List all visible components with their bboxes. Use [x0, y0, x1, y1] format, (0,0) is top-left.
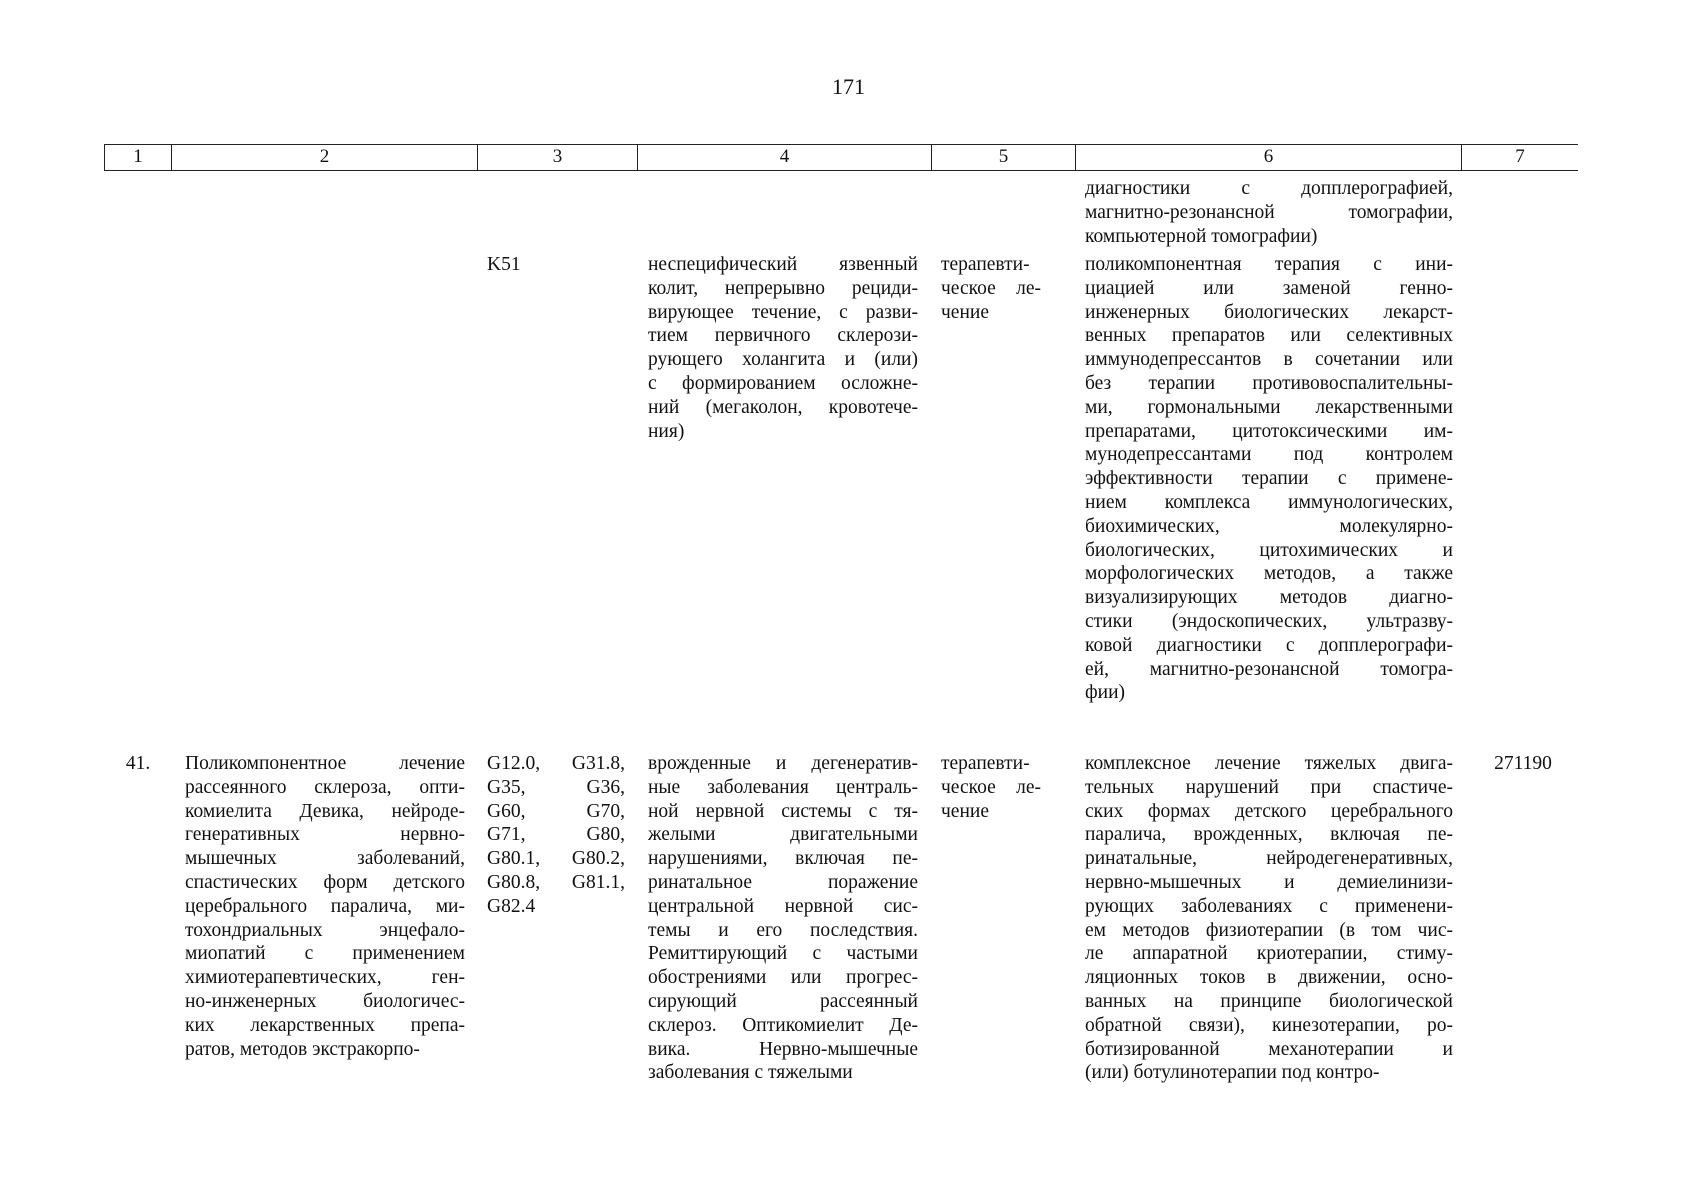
text-line: склероз. Оптикомиелит Де- [648, 1014, 918, 1036]
text-line: G80.1, G80.2, [487, 848, 625, 870]
text-line: терапевти- [941, 254, 1030, 275]
text-line: ний (мегаколон, кровотече- [648, 396, 918, 418]
text-line: мунодепрессантами под контролем [1085, 444, 1453, 466]
text-line: рассеянного склероза, опти- [185, 776, 465, 798]
text-line: компьютерной томографии) [1085, 225, 1318, 247]
text-line: G12.0, G31.8, [487, 753, 625, 774]
text-line: ких лекарственных препа- [185, 1014, 465, 1036]
text-line: обратной связи), кинезотерапии, ро- [1085, 1014, 1453, 1036]
text-line: ей, магнитно-резонансной томогра- [1085, 658, 1453, 680]
column-number-header [104, 144, 1578, 171]
text-line: иммунодепрессантов в сочетании или [1085, 349, 1453, 371]
text-line: G82.4 [487, 895, 536, 917]
text-line: ринатальные, нейродегенеративных, [1085, 848, 1453, 870]
column-number-7: 7 [1515, 146, 1525, 167]
text-line: ринатальное поражение [648, 871, 918, 893]
text-line: вирующее течение, с разви- [648, 301, 918, 323]
row-41-patient-model [648, 752, 918, 1085]
text-line: сирующий рассеянный [648, 990, 918, 1012]
text-line: чение [941, 800, 989, 822]
k51-treatment-type [941, 253, 1041, 324]
text-line: G35, G36, [487, 776, 625, 798]
text-line: биохимических, молекулярно- [1085, 515, 1453, 537]
page-number: 171 [832, 74, 865, 99]
text-line: ванных на принципе биологической [1085, 990, 1453, 1012]
text-line: венных препаратов или селективных [1085, 325, 1453, 347]
text-line: врожденные и дегенератив- [648, 753, 918, 774]
text-line: ле аппаратной криотерапии, стиму- [1085, 943, 1453, 965]
k51-patient-model [648, 253, 918, 443]
column-number-2: 2 [172, 145, 478, 170]
text-line: паралича, врожденных, включая пе- [1085, 824, 1453, 846]
text-line: вика. Нервно-мышечные [648, 1038, 918, 1060]
k51-diagnosis-code: K51 [487, 254, 521, 275]
text-line: заболевания с тяжелыми [648, 1062, 853, 1084]
text-line: чение [941, 301, 989, 323]
text-line: (или) ботулинотерапии под контро- [1085, 1062, 1380, 1084]
text-line: тием первичного склерози- [648, 325, 918, 347]
text-line: центральной нервной сис- [648, 895, 918, 917]
text-line: нарушениями, включая пе- [648, 848, 918, 870]
text-line: химиотерапевтических, ген- [185, 967, 465, 989]
text-line: комиелита Девика, нейроде- [185, 800, 465, 822]
text-line: ми, гормональными лекарственными [1085, 396, 1453, 418]
text-line: фии) [1085, 682, 1125, 704]
text-line: обострениями или прогрес- [648, 967, 918, 989]
text-line: диагностики с допплерографией, [1085, 178, 1453, 199]
row-41-cost: 271190 [1494, 753, 1552, 774]
continuation-method-text [1085, 177, 1453, 248]
text-line: морфологических методов, а также [1085, 563, 1453, 585]
text-line: ческое ле- [941, 776, 1041, 798]
row-41-care-name [185, 752, 465, 1061]
text-line: желыми двигательными [648, 824, 918, 846]
text-line: тельных нарушений при спастиче- [1085, 776, 1453, 798]
text-line: препаратами, цитотоксическими им- [1085, 420, 1453, 442]
text-line: рующих заболеваниях с применени- [1085, 895, 1453, 917]
text-line: ляционных токов в движении, осно- [1085, 967, 1453, 989]
text-line: терапевти- [941, 753, 1030, 774]
text-line: ратов, методов экстракорпо- [185, 1038, 420, 1060]
text-line: ковой диагностики с допплерографи- [1085, 634, 1453, 656]
text-line: G71, G80, [487, 824, 625, 846]
column-number-4: 4 [638, 145, 932, 170]
text-line: нервно-мышечных и демиелинизи- [1085, 871, 1453, 893]
row-41-treatment-method [1085, 752, 1453, 1085]
text-line: циацией или заменой генно- [1085, 277, 1453, 299]
column-number-1: 1 [104, 145, 172, 170]
text-line: G60, G70, [487, 800, 625, 822]
text-line: ния) [648, 420, 685, 442]
text-line: ческое ле- [941, 277, 1041, 299]
text-line: церебрального паралича, ми- [185, 895, 465, 917]
text-line: ских формах детского церебрального [1085, 800, 1453, 822]
column-number-5: 5 [932, 145, 1076, 170]
column-number-6: 6 [1076, 145, 1462, 170]
text-line: ем методов физиотерапии (в том чис- [1085, 919, 1453, 941]
text-line: комплексное лечение тяжелых двига- [1085, 753, 1453, 774]
text-line: мышечных заболеваний, [185, 848, 465, 870]
text-line: нием комплекса иммунологических, [1085, 491, 1453, 513]
text-line: магнитно-резонансной томографии, [1085, 201, 1453, 223]
text-line: биологических, цитохимических и [1085, 539, 1453, 561]
text-line: тохондриальных энцефало- [185, 919, 465, 941]
text-line: G80.8, G81.1, [487, 871, 625, 893]
text-line: инженерных биологических лекарст- [1085, 301, 1453, 323]
text-line: стики (эндоскопических, ультразву- [1085, 610, 1453, 632]
text-line: генеративных нервно- [185, 824, 465, 846]
text-line: рующего холангита и (или) [648, 349, 918, 371]
text-line: эффективности терапии с примене- [1085, 468, 1453, 490]
text-line: спастических форм детского [185, 871, 465, 893]
text-line: неспецифический язвенный [648, 254, 918, 275]
text-line: поликомпонентная терапия с ини- [1085, 254, 1453, 275]
row-41-diagnosis-codes [487, 752, 625, 919]
text-line: темы и его последствия. [648, 919, 918, 941]
text-line: ные заболевания централь- [648, 776, 918, 798]
text-line: Ремиттирующий с частыми [648, 943, 918, 965]
row-41-treatment-type [941, 752, 1041, 823]
text-line: без терапии противовоспалительны- [1085, 372, 1453, 394]
text-line: колит, непрерывно рециди- [648, 277, 918, 299]
text-line: визуализирующих методов диагно- [1085, 587, 1453, 609]
text-line: миопатий с применением [185, 943, 465, 965]
text-line: ботизированной механотерапии и [1085, 1038, 1453, 1060]
column-number-3: 3 [478, 145, 638, 170]
row-41-number: 41. [125, 753, 151, 774]
text-line: но-инженерных биологичес- [185, 990, 465, 1012]
text-line: с формированием осложне- [648, 372, 918, 394]
text-line: ной нервной системы с тя- [648, 800, 918, 822]
text-line: Поликомпонентное лечение [185, 753, 465, 774]
k51-treatment-method [1085, 253, 1453, 705]
